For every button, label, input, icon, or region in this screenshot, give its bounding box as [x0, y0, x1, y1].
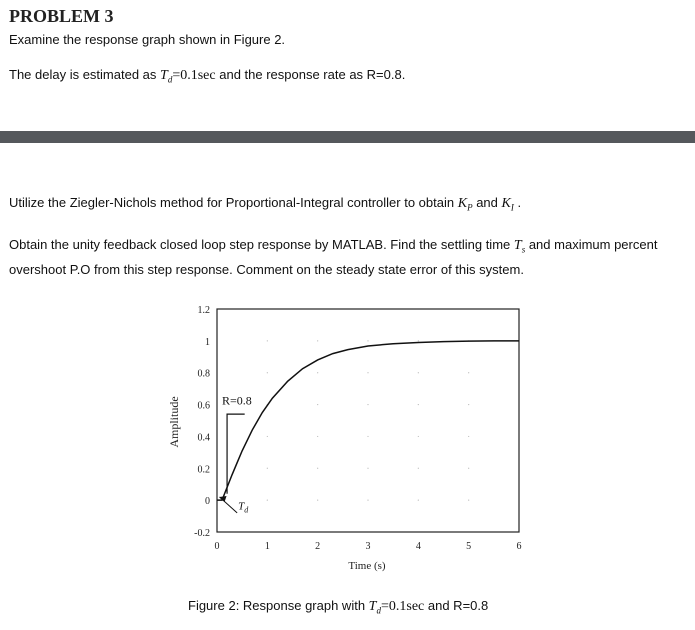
y-tick-label: 1.2 [197, 305, 210, 316]
y-axis-ticks [194, 305, 210, 539]
kp-subscript: P [467, 202, 473, 213]
grid-dot [267, 372, 268, 373]
grid-dot [367, 340, 368, 341]
x-tick-label: 3 [365, 541, 371, 552]
grid-dot [317, 468, 318, 469]
and-text: and [476, 195, 498, 210]
caption-td-value: =0.1sec [380, 599, 425, 614]
x-tick-label: 5 [466, 541, 472, 552]
task-line-2 [9, 236, 657, 259]
kp-symbol: K [457, 196, 468, 211]
problem-title: PROBLEM 3 [9, 6, 114, 26]
y-tick-label: 0.6 [197, 400, 210, 412]
grid-dot [317, 436, 318, 437]
grid-dot [367, 372, 368, 373]
caption-td-symbol: T [368, 599, 377, 614]
grid-dot [367, 468, 368, 469]
caption-text: Figure 2: Response graph with [188, 598, 366, 613]
response-graph [0, 290, 695, 590]
grid-dot [317, 500, 318, 501]
y-tick-label: 0.4 [197, 432, 210, 444]
task-text-2b: and maximum percent [528, 237, 658, 252]
y-tick-label: 0.2 [197, 464, 210, 476]
y-tick-label: 0.8 [197, 368, 210, 380]
y-tick-label: 1 [205, 336, 210, 348]
ts-subscript: s [521, 244, 526, 255]
grid-dot [267, 340, 268, 341]
grid-dot [468, 436, 469, 437]
task-line-3: overshoot P.O from this step response. Comment on the steady state error of this system. [9, 262, 524, 277]
caption-td-subscript: d [376, 605, 381, 616]
ki-subscript: I [510, 202, 514, 213]
grid-dot [468, 500, 469, 501]
td-value: =0.1sec [172, 68, 216, 83]
grid-dot [317, 340, 318, 341]
x-tick-label: 1 [264, 541, 270, 552]
task-line-1 [9, 194, 521, 217]
grid-dot [418, 404, 419, 405]
grid-dot [367, 436, 368, 437]
x-axis-ticks [215, 541, 522, 552]
delay-label-subscript: d [244, 505, 249, 515]
delay-label-symbol: T [238, 500, 245, 513]
grid-dot [418, 500, 419, 501]
problem-line-2 [9, 66, 405, 89]
td-symbol: T [160, 68, 168, 83]
x-tick-label: 0 [214, 541, 220, 552]
rate-text: and the response rate as R=0.8. [219, 67, 406, 82]
grid-dot [317, 372, 318, 373]
y-tick-label: -0.2 [194, 528, 210, 539]
x-tick-label: 6 [516, 541, 522, 552]
grid-dot [367, 500, 368, 501]
x-tick-label: 4 [415, 541, 421, 552]
grid-dot [317, 404, 318, 405]
grid-dot [468, 468, 469, 469]
rate-label: R=0.8 [222, 393, 252, 408]
grid-dot [468, 404, 469, 405]
separator-bar [0, 131, 695, 143]
td-subscript: d [167, 74, 173, 85]
figure-caption [188, 597, 488, 620]
grid-dot [267, 500, 268, 501]
task-text-2: Obtain the unity feedback closed loop step response by MATLAB. Find the settling time [9, 237, 511, 252]
plot-frame [217, 309, 519, 532]
grid-dot [418, 436, 419, 437]
x-tick-label: 2 [315, 541, 321, 552]
ki-symbol: K [501, 196, 511, 211]
y-tick-label: 0 [205, 496, 210, 508]
grid-dot [418, 468, 419, 469]
caption-rate: and R=0.8 [427, 598, 489, 613]
task-text-1: Utilize the Ziegler-Nichols method for Proportional-Integral controller to obtain [9, 195, 455, 210]
period-text: . [517, 195, 522, 210]
problem-line-1: Examine the response graph shown in Figure 2. [9, 32, 286, 47]
grid-dot [468, 372, 469, 373]
x-axis-label: Time (s) [348, 560, 386, 572]
delay-text: The delay is estimated as [9, 67, 157, 82]
grid-dot [367, 404, 368, 405]
ts-symbol: T [513, 238, 522, 253]
grid-dot [267, 468, 268, 469]
grid-dot [418, 372, 419, 373]
grid-dot [418, 340, 419, 341]
grid-dot [267, 436, 268, 437]
y-axis-label: Amplitude [167, 396, 181, 448]
